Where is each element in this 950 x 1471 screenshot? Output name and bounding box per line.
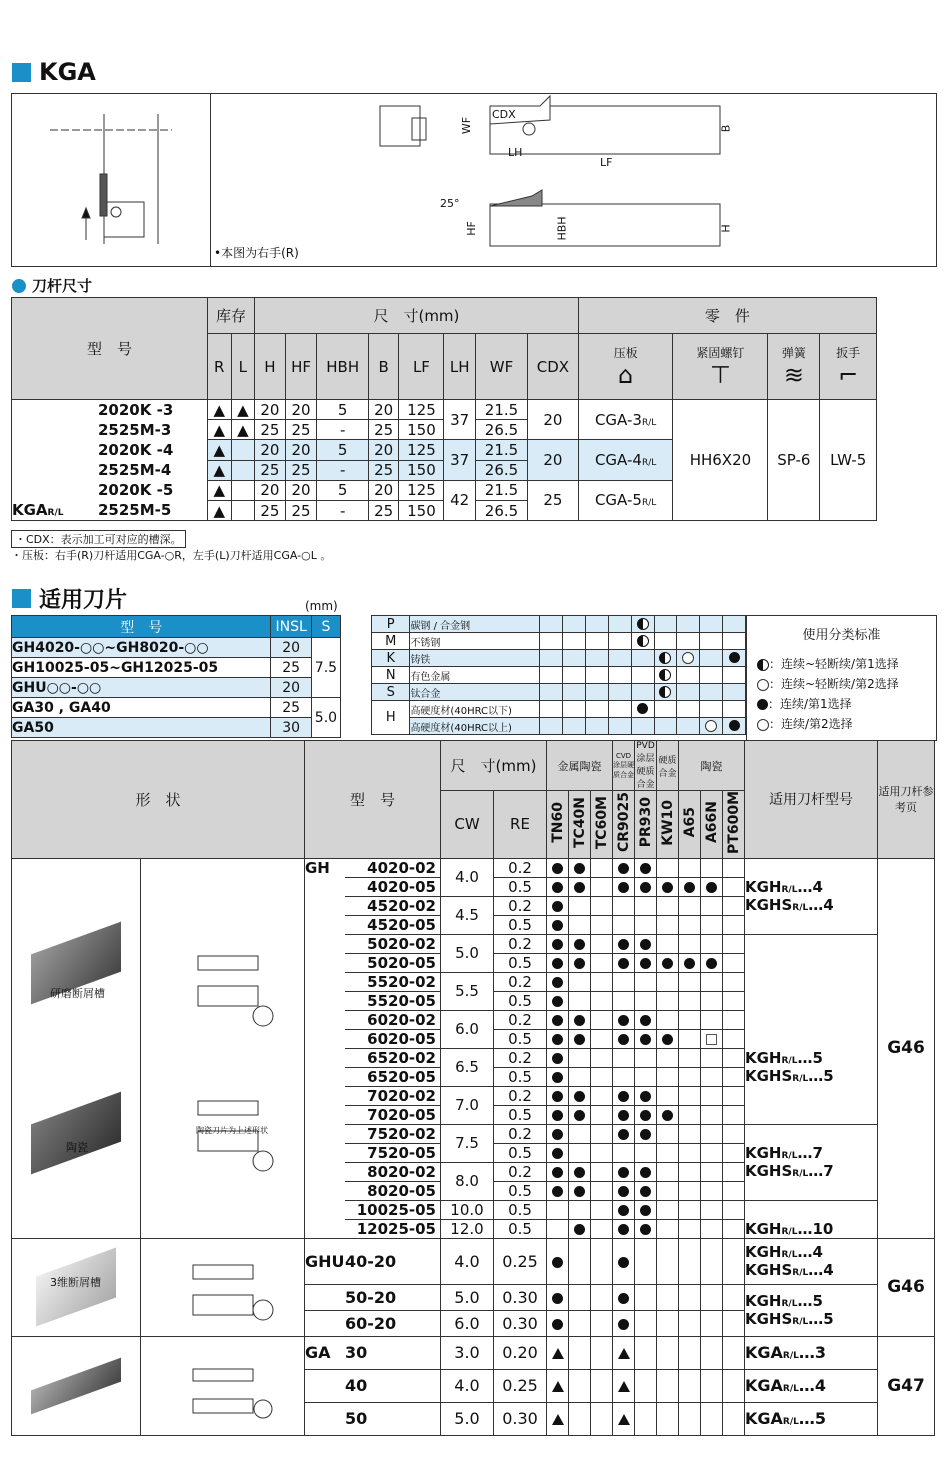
- clamp-plate-icon: ⌂: [617, 361, 634, 389]
- holder-dims-title: 刀杆尺寸: [12, 275, 92, 296]
- holder-row: ▲ 25 25 - 25 150 26.5: [12, 501, 877, 521]
- shape-caption-ground: 研磨断屑槽: [50, 987, 105, 1000]
- kga-title: KGA: [12, 58, 96, 86]
- insert-row: 5020-05 0.5: [12, 953, 935, 972]
- insert-row: 6520-05 0.5: [12, 1067, 935, 1086]
- insert-row: 5520-02 5.5 0.2: [12, 972, 935, 991]
- holder-row: ▲ 20 20 5 20 125 37 21.5 20 CGA-4R/L: [12, 440, 877, 461]
- wrench-icon: ⌐: [838, 361, 859, 389]
- insert-row: 40 4.0 0.25 KGAR/L…4: [12, 1369, 935, 1402]
- label-hf: HF: [464, 221, 478, 236]
- insert-row: 60-20 6.0 0.30: [12, 1310, 935, 1336]
- label-angle: 25°: [440, 197, 460, 210]
- spring-icon: ≋: [783, 361, 804, 389]
- insert-row: 50 5.0 0.30 KGAR/L…5: [12, 1402, 935, 1435]
- note-plate: ・压板：右手(R)刀杆适用CGA-○R，左手(L)刀杆适用CGA-○L 。: [11, 549, 332, 562]
- insert-row: 5520-05 0.5: [12, 991, 935, 1010]
- insert-row: 50-20 5.0 0.30 KGHR/L…5 KGHSR/L…5: [12, 1284, 935, 1310]
- label-wf: WF: [460, 116, 474, 135]
- insert-row: 4520-05 0.5: [12, 915, 935, 934]
- insert-row: 7020-02 7.0 0.2: [12, 1086, 935, 1105]
- holder-row: ▲ 20 20 5 20 125 42 21.5 25 CGA-5R/L: [12, 480, 877, 501]
- label-lf: LF: [600, 156, 613, 169]
- ga-insert-image: [12, 1336, 141, 1435]
- legend-box: 使用分类标准 ：连续~轻断续/第1选择 ：连续~轻断续/第2选择 ：连续/第1选择 ：连续/第2选择: [746, 615, 937, 741]
- insert-row: 8020-02 8.0 0.2: [12, 1162, 935, 1181]
- holder-dims-table: 型 号 库存 尺 寸(mm) 零 件 R L H HF HBH B LF LH WF CDX 压板 ⌂ 紧固螺钉 ⊤ 弹簧 ≋ 扳手 ⌐ KGAR/L 2020K -3 2525M-3 2020K -4 2525M-4 2020K -5 2525M-5 ▲ ▲ 20 20 5 20 125 37 21.5 20 CGA-3R/L HH6X20 SP-6 LW-5 ▲ ▲ 25 25 - 25 150 26.5 ▲ 20 20 5 20 125 37 21.5 20 CGA-4R/L ▲ 25 25 - 25 150 26.5 ▲ 20 20 5 20 125 42 21.5 25 CGA-5R/L ▲ 25 25 - 25 150 26.5: [11, 297, 877, 521]
- material-table: P 碳钢 / 合金钢 M 不锈钢 K 铸铁 N 有色金属 S 钛合金 H 高硬度材(40HRC以下) 高硬度材(40HRC以上): [371, 615, 746, 735]
- insert-row: 5020-02 5.0 0.2: [12, 934, 935, 953]
- screw-icon: ⊤: [709, 361, 731, 389]
- unit-label: (mm): [305, 599, 338, 613]
- ga-insert-drawing: [141, 1336, 305, 1435]
- kga-drawing-box: [11, 93, 937, 267]
- blue-dot-icon: [12, 279, 26, 293]
- label-b: B: [719, 124, 733, 133]
- note-cdx: ・CDX：表示加工可对应的槽深。: [11, 530, 186, 548]
- shape-caption-ceramic-note: 陶瓷刀片为上述形状: [196, 1126, 268, 1135]
- insert-row: 12025-05 12.0 0.5: [12, 1219, 935, 1238]
- blue-square-icon: [12, 63, 31, 82]
- right-hand-note: •本图为右手(R): [214, 246, 299, 260]
- kga-drawing: [12, 94, 936, 266]
- shape-caption-ceramic: 陶瓷: [66, 1141, 88, 1154]
- insert-row: 8020-05 0.5: [12, 1181, 935, 1200]
- 3d-breaker-drawing: [141, 1238, 305, 1336]
- insert-row: 10025-05 10.0 0.5 KGHR/L…10: [12, 1200, 935, 1219]
- insert-row: 7520-05 0.5: [12, 1143, 935, 1162]
- holder-row: ▲ 25 25 - 25 150 26.5: [12, 460, 877, 480]
- insert-row: 6020-02 6.0 0.2 KGHR/L…5 KGHSR/L…5: [12, 1010, 935, 1029]
- insert-row: GHU 40-20 4.0 0.25 KGHR/L…4 KGHSR/L…4 G46: [12, 1238, 935, 1284]
- insert-row: 7020-05 0.5: [12, 1105, 935, 1124]
- label-h: H: [719, 224, 733, 233]
- insert-row: 4020-05 0.5: [12, 877, 935, 896]
- insl-table: 型 号 INSL S GH4020-○○~GH8020-○○ 20 7.5 GH10025-05~GH12025-05 25 GHU○○-○○ 20 GA30 , GA40 25 5.0 GA50 30: [11, 615, 341, 738]
- insert-row: GH 4020-02 4.0 0.2 KGHR/L…4 KGHSR/L…4 G46: [12, 858, 935, 877]
- insert-row: 6520-02 6.5 0.2: [12, 1048, 935, 1067]
- insert-row: 7520-02 7.5 0.2 KGHR/L…7 KGHSR/L…7: [12, 1124, 935, 1143]
- blue-square-icon: [12, 589, 31, 608]
- shape-caption-3d: 3维断屑槽: [50, 1276, 101, 1289]
- label-lh: LH: [508, 146, 523, 159]
- insert-row: 6020-05 0.5: [12, 1029, 935, 1048]
- ground-breaker-image: [12, 858, 141, 1238]
- ground-breaker-drawing: [141, 858, 305, 1238]
- label-hbh: HBH: [555, 216, 569, 241]
- holder-row: KGAR/L 2020K -3 2525M-3 2020K -4 2525M-4 2020K -5 2525M-5 ▲ ▲ 20 20 5 20 125 37 21.5 20 CGA-3R/L HH6X20 SP-6 LW-5: [12, 400, 877, 420]
- insert-row: 4520-02 4.5 0.2: [12, 896, 935, 915]
- insert-table: 形 状 型 号 尺 寸(mm) 金属陶瓷 CVD涂层硬质合金 PVD涂层硬质合金 硬质合金 陶瓷 适用刀杆型号 适用刀杆参考页 CW RE TN60 TC40N TC60M CR9025 PR930 KW10 A65 A66N PT600M GH 4020-02 4.0 0.2 KGHR/L…4 KGHSR/L…4 G46 4020-05 0.5 4520-02 4.5 0.2 4520-05 0.5 5020-02 5.0 0.2 5020-05 0.5 5520-02 5.5 0.2 5520-05 0.5 6020-02 6.0 0.2 KGHR/L…5 KGHSR/L…5 6020-05 0.5 6520-02 6.5 0.2 6520-05 0.5 7020-02 7.0 0.2 7020-05 0.5 7520-02 7.5 0.2 KGHR/L…7 KGHSR/L…7 7520-05 0.5 8020-02 8.0 0.2 8020-05 0.5 10025-05 10.0 0.5 KGHR/L…10 12025-05 12.0 0.5 GHU 40-20 4.0 0.25 KGHR/L…4 KGHSR/L…4 G46 50-20 5.0 0.30 KGHR/L…5 KGHSR/L…5 60-20 6.0 0.30 GA 30 3.0 0.20 KGAR/L…3 G47 40 4.0 0.25 KGAR/L…4 50 5.0 0.30 KGAR/L…5: [11, 740, 935, 1436]
- label-cdx: CDX: [492, 108, 516, 121]
- holder-row: ▲ ▲ 25 25 - 25 150 26.5: [12, 420, 877, 440]
- insert-title: 适用刀片: [12, 583, 127, 614]
- insert-row: GA 30 3.0 0.20 KGAR/L…3 G47: [12, 1336, 935, 1369]
